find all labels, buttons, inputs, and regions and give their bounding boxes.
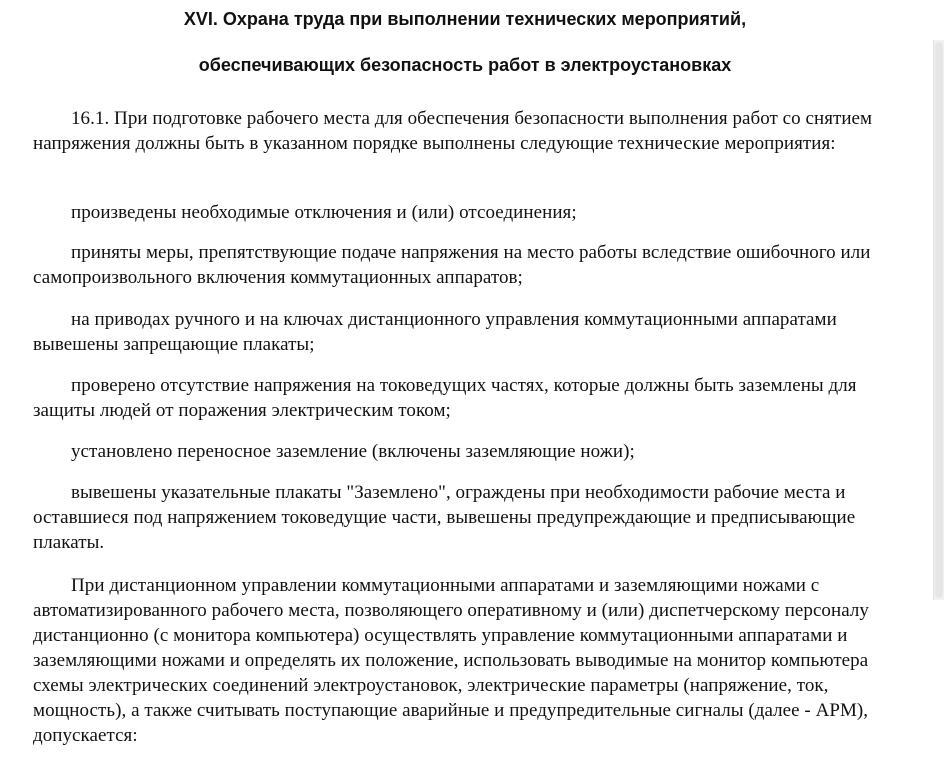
list-item-indicator-posters: вывешены указательные плакаты "Заземлено", ограждены при необходимости рабочие места и оставшиеся под напряжением токоведущие части, вывешены предупреждающие и предписывающие плакаты. [33, 482, 856, 553]
section-title-line-1: XVI. Охрана труда при выполнении технических мероприятий, [183, 9, 747, 29]
vertical-scrollbar-thumb[interactable] [935, 42, 943, 598]
paragraph-16-1: 16.1. При подготовке рабочего места для обеспечения безопасности выполнения работ со снятием напряжения должны быть в указанном порядке выполнены следующие технические мероприятия: [33, 108, 873, 154]
section-title-line-2: обеспечивающих безопасность работ в электроустановках [198, 55, 732, 75]
list-item-portable-grounding: установлено переносное заземление (включены заземляющие ножи); [71, 441, 635, 462]
list-item-voltage-check: проверено отсутствие напряжения на токоведущих частях, которые должны быть заземлены для защиты людей от поражения электрическим током; [33, 375, 857, 421]
list-item-prohibiting-posters: на приводах ручного и на ключах дистанционного управления коммутационными аппаратами вывешены запрещающие плакаты; [33, 309, 837, 355]
list-item-prevent-voltage: приняты меры, препятствующие подаче напряжения на место работы вследствие ошибочного или самопроизвольного включения коммутационных аппаратов; [33, 242, 871, 288]
paragraph-remote-control-arm: При дистанционном управлении коммутационными аппаратами и заземляющими ножами с автоматизированного рабочего места, позволяющего оперативному и (или) диспетчерскому персоналу дистанционно (с монитора компьютера) осуществлять управление коммутационными аппаратами и заземляющими ножами и определять их положение, использовать выводимые на монитор компьютера схемы электрических соединений электроустановок, электрические параметры (напряжение, ток, мощность), а также считывать поступающие аварийные и предупредительные сигналы (далее - АРМ), допускается: [33, 575, 869, 746]
list-item-disconnections: произведены необходимые отключения и (или) отсоединения; [71, 202, 577, 223]
